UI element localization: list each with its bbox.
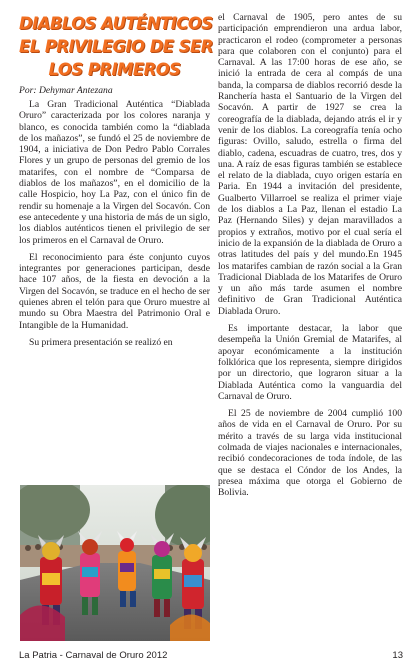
paragraph-history: el Carnaval de 1905, pero antes de su participación emprendieron una ardua labor, practicaron el rodeo (comprometer a personas para que colaboren con el conjunto) para el Carnaval. A las 17:00 horas de ese año, se inició la entrada de cera al compás de una banda, la comparsa de diablos recorrió desde la Ranchería hasta el Santuario de la Virgen del Socavón. A partir de 1927 se crea la coreografía de la diablada, dejando atrás el ir y venir de los diablos. La coreografía tenía ocho figuras: Ovillo, saludo, estrella o firma del diablo, cadena, escuadras de cuatro, tres, dos y una. A raíz de esas figuras también se establece el relato de la diablada, cuyo origen estaría en Paria. En 1944 a invitación del presidente, Gualberto Villarroel se realiza el primer viaje de los diablos a La Paz, llenan el estadio La Paz (Hernando Siles) y dejan maravillados a propios y extraños, motivo por el cual sería el inicio de la expansión de la diablada de Oruro a otras latitudes del país y del mundo.En 1945 los matarifes cambian de razón social a la Gran Tradicional Diablada de los Matarifes de Oruro y un año más tarde asumen el nombre definitivo de Gran Tradicional Auténtica Diablada Oruro.	[218, 12, 402, 317]
paragraph-intro: La Gran Tradicional Auténtica “Diablada Oruro” caracterizada por los colores naranja y blanco, es conocida también como la “diablada de los mañazos”, se fundó el 25 de noviembre de 1904, a iniciativa de Don Pedro Pablo Corrales Flores y un grupo de personas del gremio de los matarifes, con el nombre de “Comparsa de diablos de los mañazos”, en el domicilio de la calle Hospicio, hoy La Paz, con el único fin de rendir su homenaje a la Virgen del Socavón. Con ese antecedente y una historia de más de un siglo, los diablos auténticos tienen el privilegio de ser los primeros en el Carnaval de Oruro.	[19, 99, 210, 246]
left-column	[19, 12, 213, 354]
paragraph-union: Es importante destacar, la labor que desempeña la Unión Gremial de Matarifes, al apoyar económicamente a la institución folklórica que los representa, siempre dirigidos por un directorio, que lograron situar a la Diablada Auténtica como la vanguardia del Carnaval de Oruro.	[218, 323, 402, 402]
page-footer	[0, 650, 420, 664]
author-byline: Por: Dehymar Antezana	[19, 85, 113, 96]
paragraph-first-presentation: Su primera presentación se realizó en	[29, 336, 173, 348]
article-title	[19, 12, 213, 81]
right-column	[218, 12, 402, 504]
parade-photo	[20, 485, 210, 641]
title-line-2: EL PRIVILEGIO DE SER	[19, 37, 213, 56]
paragraph-centenary: El 25 de noviembre de 2004 cumplió 100 años de vida en el Carnaval de Oruro. Por su mérito a través de su larga vida institucional colmada de viajes nacionales e internacionales, recibió condecoraciones de toda índole, de las que se destaca el Cóndor de los Andes, la presea máxima que otorga el Gobierno de Bolivia.	[218, 408, 402, 499]
paragraph-recognition: El reconocimiento para éste conjunto cuyos integrantes por generaciones participan, desde hace 107 años, de la fiesta en devoción a la Virgen del Socavón, se traduce en el hecho de ser quienes abren el telón para que Oruro muestre al mundo su Obra Maestra del Patrimonio Oral e Intangible de la Humanidad.	[19, 251, 210, 331]
title-line-1: DIABLOS AUTÉNTICOS	[19, 14, 213, 33]
title-line-3: LOS PRIMEROS	[48, 60, 181, 79]
page-number: 13	[392, 650, 403, 661]
parade-photo-image	[20, 485, 210, 641]
publication-name: La Patria - Carnaval de Oruro 2012	[19, 650, 168, 661]
